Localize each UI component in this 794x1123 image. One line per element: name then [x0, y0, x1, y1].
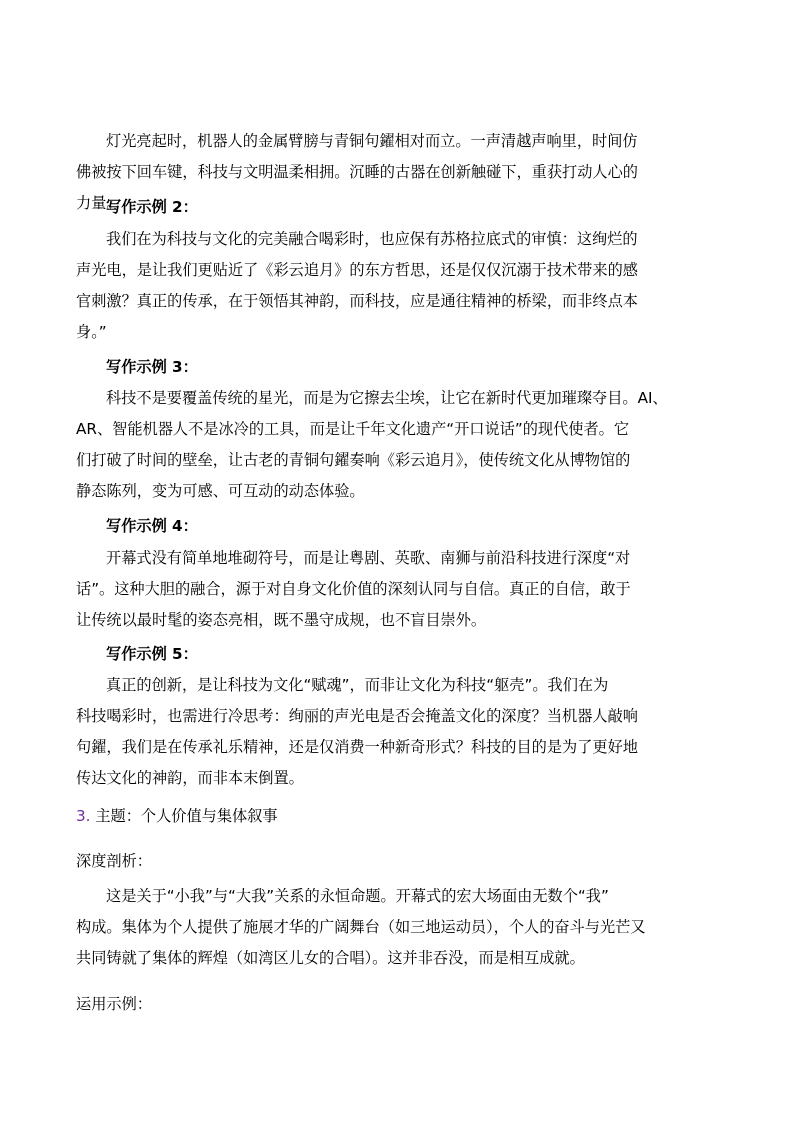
section-number: 3. [76, 807, 91, 825]
text-line: 构成。集体为个人提供了施展才华的广阔舞台（如三地运动员），个人的奋斗与光芒又 [76, 918, 646, 936]
text-line: 科技不是要覆盖传统的星光，而是为它擦去尘埃，让它在新时代更加璀璨夺目。AI、 [106, 389, 668, 407]
text-line: 这是关于“小我”与“大我”关系的永恒命题。开幕式的宏大场面由无数个“我” [106, 887, 609, 905]
text-line: 静态陈列，变为可感、可互动的动态体验。 [76, 482, 365, 500]
text-line: 让传统以最时髦的姿态亮相，既不墨守成规，也不盲目崇外。 [76, 611, 487, 629]
example-2-paragraph [76, 224, 722, 348]
text-line: 声光电，是让我们更贴近了《彩云追月》的东方哲思，还是仅仅沉溺于技术带来的感 [76, 261, 638, 279]
analysis-paragraph [76, 881, 722, 974]
text-line: 开幕式没有简单地堆砌符号，而是让粤剧、英歌、南狮与前沿科技进行深度“对 [106, 549, 631, 567]
text-line: 官刺激？真正的传承，在于领悟其神韵，而科技，应是通往精神的桥梁，而非终点本 [76, 292, 638, 310]
text-line: AR、智能机器人不是冰冷的工具，而是让千年文化遗产“开口说话”的现代使者。它 [76, 420, 630, 438]
text-line: 传达文化的神韵，而非本末倒置。 [76, 769, 304, 787]
text-line: 科技喝彩时，也需进行冷思考：绚丽的声光电是否会掩盖文化的深度？当机器人敲响 [76, 707, 638, 725]
text-line: 我们在为科技与文化的完美融合喝彩时，也应保有苏格拉底式的审慎：这绚烂的 [106, 230, 638, 248]
section-3-heading [76, 801, 722, 832]
text-line: 话”。这种大胆的融合，源于对自身文化价值的深刻认同与自信。真正的自信，敢于 [76, 580, 631, 598]
example-4-paragraph [76, 543, 722, 636]
example-5-title: 写作示例 5： [106, 645, 198, 663]
text-line: 们打破了时间的壁垒，让古老的青铜句鑃奏响《彩云追月》，使传统文化从博物馆的 [76, 451, 631, 469]
text-line: 佛被按下回车键，科技与文明温柔相拥。沉睡的古器在创新触碰下，重获打动人心的 [76, 163, 638, 181]
text-line: 句鑃，我们是在传承礼乐精神，还是仅消费一种新奇形式？科技的目的是为了更好地 [76, 738, 638, 756]
analysis-label: 深度剖析： [76, 852, 152, 870]
section-title: 主题：个人价值与集体叙事 [95, 807, 278, 825]
usage-label: 运用示例： [76, 995, 152, 1013]
example-3-paragraph [76, 383, 722, 507]
example-3-title: 写作示例 3： [106, 358, 198, 376]
text-line: 灯光亮起时，机器人的金属臂膀与青铜句鑃相对而立。一声清越声响里，时间仿 [106, 132, 638, 150]
text-line: 共同铸就了集体的辉煌（如湾区儿女的合唱）。这并非吞没，而是相互成就。 [76, 949, 585, 967]
example-5-paragraph [76, 670, 722, 794]
example-4-title: 写作示例 4： [106, 517, 198, 535]
text-line: 真正的创新，是让科技为文化“赋魂”，而非让文化为科技“躯壳”。我们在为 [106, 676, 609, 694]
text-line: 力量。 [76, 194, 122, 212]
text-line: 身。” [76, 323, 107, 341]
example-2-title: 写作示例 2： [106, 198, 198, 216]
